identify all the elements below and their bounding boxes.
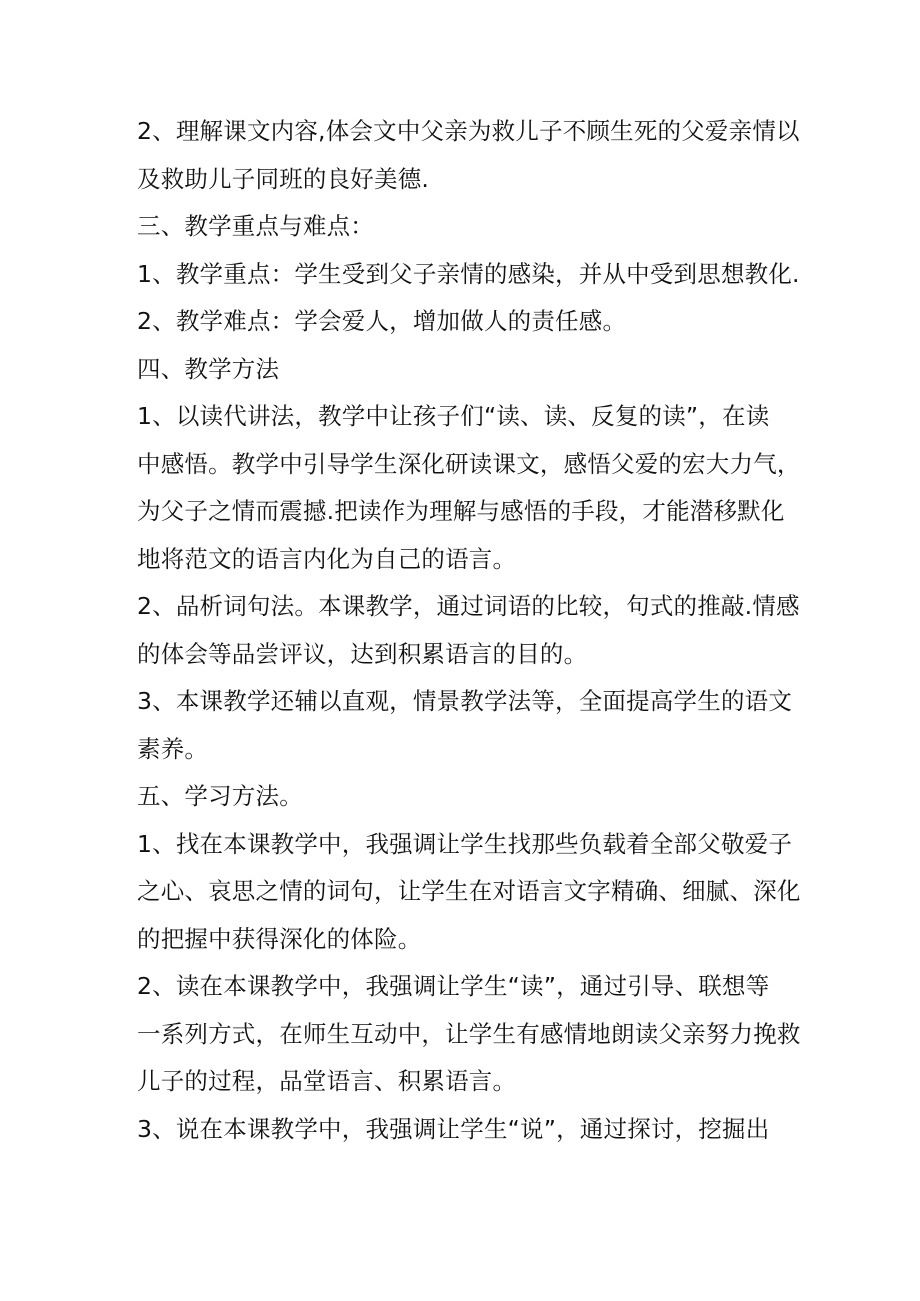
text-line: 1、教学重点：学生受到父子亲情的感染，并从中受到思想教化. [137, 259, 800, 288]
text-line: 为父子之情而震撼.把读作为理解与感悟的手段，才能潜移默化 [137, 497, 785, 525]
text-line: 及救助儿子同班的良好美德. [137, 164, 430, 193]
text-line: 3、本课教学还辅以直观，情景教学法等，全面提高学生的语文 [137, 687, 793, 715]
text-line: 一系列方式，在师生互动中，让学生有感情地朗读父亲努力挽救 [137, 1019, 801, 1048]
text-line: 3、说在本课教学中，我强调让学生“说”，通过探讨，挖掘出 [137, 1114, 770, 1143]
text-line: 1、以读代讲法，教学中让孩子们“读、读、反复的读”，在读 [137, 402, 770, 430]
text-line: 中感悟。教学中引导学生深化研读课文，感悟父爱的宏大力气， [137, 449, 801, 478]
text-line: 儿子的过程，品堂语言、积累语言。 [137, 1067, 517, 1095]
text-line: 2、读在本课教学中，我强调让学生“读”，通过引导、联想等 [137, 972, 770, 1000]
document-body [137, 108, 801, 1153]
text-line: 地将范文的语言内化为自己的语言。 [137, 544, 517, 573]
text-line: 2、教学难点：学会爱人，增加做人的责任感。 [137, 307, 627, 335]
text-line: 2、品析词句法。本课教学，通过词语的比较，句式的推敲.情感 [137, 592, 800, 620]
text-line: 之心、哀思之情的词句，让学生在对语言文字精确、细腻、深化 [137, 877, 801, 905]
section-heading: 五、学习方法。 [137, 782, 303, 810]
text-line: 的体会等品尝评议，达到积累语言的目的。 [137, 639, 588, 668]
text-line: 素养。 [137, 734, 209, 763]
text-line: 2、理解课文内容,体会文中父亲为救儿子不顾生死的父爱亲情以 [137, 117, 800, 145]
text-line: 的把握中获得深化的体险。 [137, 924, 422, 953]
text-line: 1、找在本课教学中，我强调让学生找那些负载着全部父敬爱子 [137, 829, 793, 858]
section-heading: 三、教学重点与难点： [137, 212, 374, 240]
section-heading: 四、教学方法 [137, 354, 280, 383]
